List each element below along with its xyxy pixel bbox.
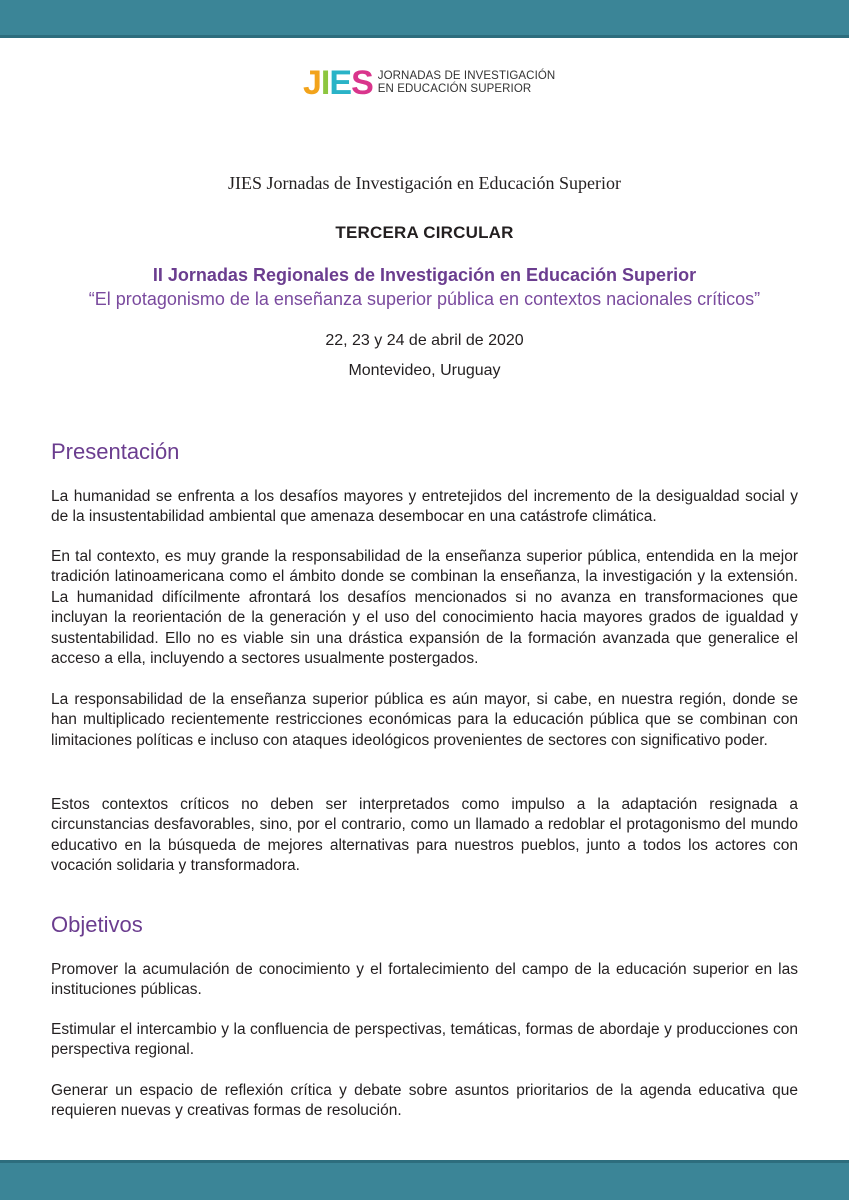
event-subtitle: “El protagonismo de la enseñanza superior pública en contextos nacionales críticos” xyxy=(88,289,761,309)
event-title: II Jornadas Regionales de Investigación en Educación Superior xyxy=(152,265,697,285)
objetivos-paragraph-1: Promover la acumulación de conocimiento y el fortalecimiento del campo de la educación superior en las instituciones públicas. xyxy=(51,961,798,999)
presentacion-paragraph-1: La humanidad se enfrenta a los desafíos mayores y entretejidos del incremento de la desigualdad social y de la insustentabilidad ambiental que amenaza desembocar en una catástrofe climática. xyxy=(51,488,798,526)
event-dates: 22, 23 y 24 de abril de 2020 xyxy=(325,332,524,349)
section-title-presentacion: Presentación xyxy=(51,439,180,464)
bottom-banner-bar xyxy=(0,1160,849,1200)
objetivos-paragraph-3: Generar un espacio de reflexión crítica y debate sobre asuntos prioritarios de la agenda educativa que requieren nuevas y creativas formas de resolución. xyxy=(51,1082,798,1120)
org-title: JIES Jornadas de Investigación en Educación Superior xyxy=(228,173,621,193)
logo-wordmark xyxy=(378,70,556,96)
objetivos-paragraph-2: Estimular el intercambio y la confluencia de perspectivas, temáticas, formas de abordaje y producciones con perspectiva regional. xyxy=(51,1021,798,1059)
section-title-objetivos: Objetivos xyxy=(51,912,143,937)
circular-title: TERCERA CIRCULAR xyxy=(335,223,514,242)
top-banner-bar xyxy=(0,0,849,38)
event-location: Montevideo, Uruguay xyxy=(348,362,501,379)
logo-line-1: JORNADAS DE INVESTIGACIÓN xyxy=(377,70,556,82)
presentacion-paragraph-3: La responsabilidad de la enseñanza superior pública es aún mayor, si cabe, en nuestra región, donde se han multiplicado recientemente restricciones económicas para la educación pública que se combinan con limitaciones políticas e incluso con ataques ideológicos provenientes de sectores con significativo poder. xyxy=(51,691,798,749)
presentacion-paragraph-4: Estos contextos críticos no deben ser interpretados como impulso a la adaptación resignada a circunstancias desfavorables, sino, por el contrario, como un llamado a redoblar el protagonismo del mundo educativo en la búsqueda de mejores alternativas para nuestros pueblos, junto a todos los actores con vocación solidaria y transformadora. xyxy=(51,796,798,875)
jies-logo xyxy=(303,64,556,102)
jies-logo-mark: J I E S xyxy=(303,64,373,102)
presentacion-paragraph-2: En tal contexto, es muy grande la responsabilidad de la enseñanza superior pública, entendida en la mejor tradición latinoamericana como el ámbito donde se combinan la enseñanza, la investigación y la extensión. La humanidad difícilmente afrontará los desafíos mencionados si no avanza en transformaciones que incluyan la reorientación de la generación y el uso del conocimiento hacia mayores grados de igualdad y sustentabilidad. Ello no es viable sin una drástica expansión de la formación avanzada que generalice el acceso a ella, incluyendo a sectores usualmente postergados. xyxy=(51,548,798,668)
logo-line-2: EN EDUCACIÓN SUPERIOR xyxy=(377,83,532,95)
